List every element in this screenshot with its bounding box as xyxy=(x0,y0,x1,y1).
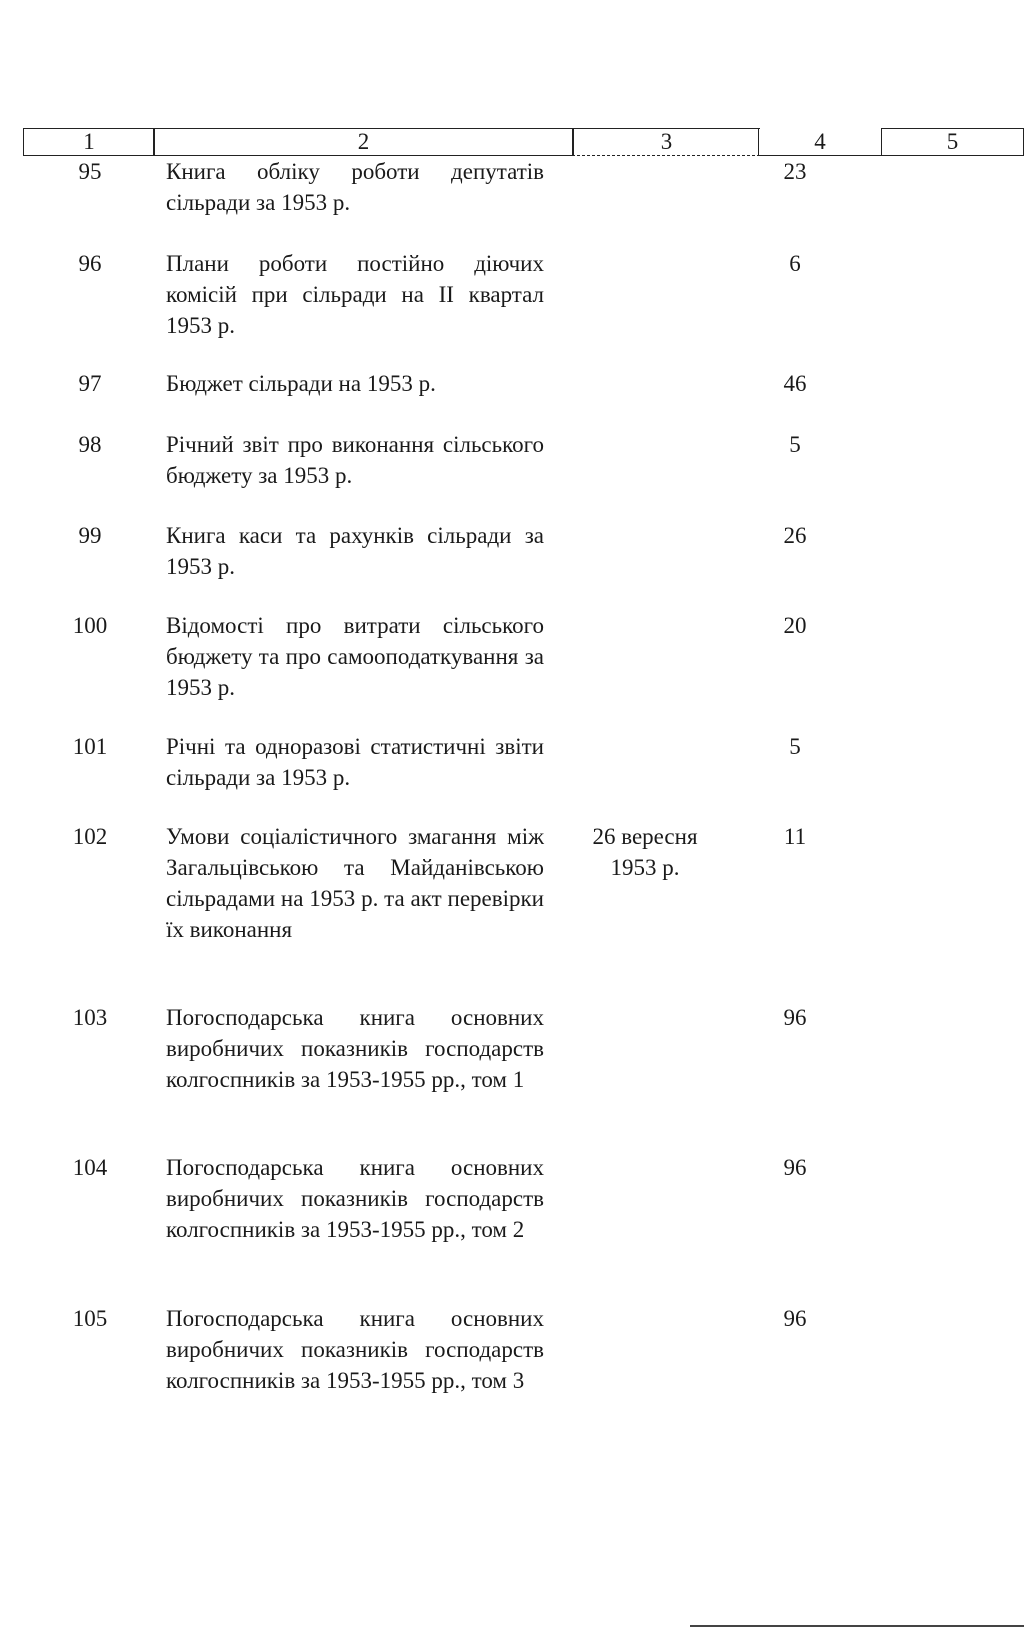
row-sheets: 26 xyxy=(783,523,807,548)
table-header xyxy=(23,128,999,158)
header-col-4: 4 xyxy=(758,128,881,156)
header-col-2: 2 xyxy=(153,128,574,156)
row-title: Книга обліку роботи депутатів сільради за 1953 р. xyxy=(166,159,544,215)
row-number: 96 xyxy=(78,251,102,276)
row-number: 95 xyxy=(78,159,102,184)
row-number: 100 xyxy=(72,613,108,638)
row-number: 105 xyxy=(72,1306,108,1331)
row-title: Умови соціалістичного змагання між Загальцівською та Майданівською сільрадами на 1953 р. та акт перевірки їх виконання xyxy=(166,824,544,942)
row-title: Річні та одноразові статистичні звіти сільради за 1953 р. xyxy=(166,734,544,790)
row-number: 99 xyxy=(78,523,102,548)
row-title: Погосподарська книга основних виробничих показників господарств колгоспників за 1953-1955 рр., том 1 xyxy=(166,1005,544,1092)
row-number: 102 xyxy=(72,824,108,849)
row-sheets: 20 xyxy=(783,613,807,638)
row-sheets: 6 xyxy=(789,251,801,276)
row-sheets: 46 xyxy=(783,371,807,396)
row-sheets: 5 xyxy=(789,734,801,759)
row-title: Книга каси та рахунків сільради за 1953 р. xyxy=(166,523,544,579)
row-sheets: 23 xyxy=(783,159,807,184)
row-sheets: 96 xyxy=(783,1155,807,1180)
row-number: 101 xyxy=(72,734,108,759)
row-number: 98 xyxy=(78,432,102,457)
header-col-5: 5 xyxy=(881,128,1024,156)
row-sheets: 96 xyxy=(783,1306,807,1331)
row-number: 97 xyxy=(78,371,102,396)
row-number: 103 xyxy=(72,1005,108,1030)
row-number: 104 xyxy=(72,1155,108,1180)
row-title: Погосподарська книга основних виробничих показників господарств колгоспників за 1953-1955 рр., том 2 xyxy=(166,1155,544,1242)
bottom-divider xyxy=(690,1625,1024,1627)
header-col-3: 3 xyxy=(572,128,760,156)
row-date: 26 вересня 1953 р. xyxy=(592,824,698,880)
header-col-1: 1 xyxy=(23,128,155,156)
row-title: Відомості про витрати сільського бюджету та про самооподаткування за 1953 р. xyxy=(166,613,544,700)
row-sheets: 5 xyxy=(789,432,801,457)
row-sheets: 96 xyxy=(783,1005,807,1030)
row-title: Плани роботи постійно діючих комісій при сільради на II квартал 1953 р. xyxy=(166,251,544,338)
row-sheets: 11 xyxy=(783,824,807,849)
row-title: Бюджет сільради на 1953 р. xyxy=(166,371,436,396)
row-title: Погосподарська книга основних виробничих показників господарств колгоспників за 1953-1955 рр., том 3 xyxy=(166,1306,544,1393)
row-title: Річний звіт про виконання сільського бюджету за 1953 р. xyxy=(166,432,544,488)
